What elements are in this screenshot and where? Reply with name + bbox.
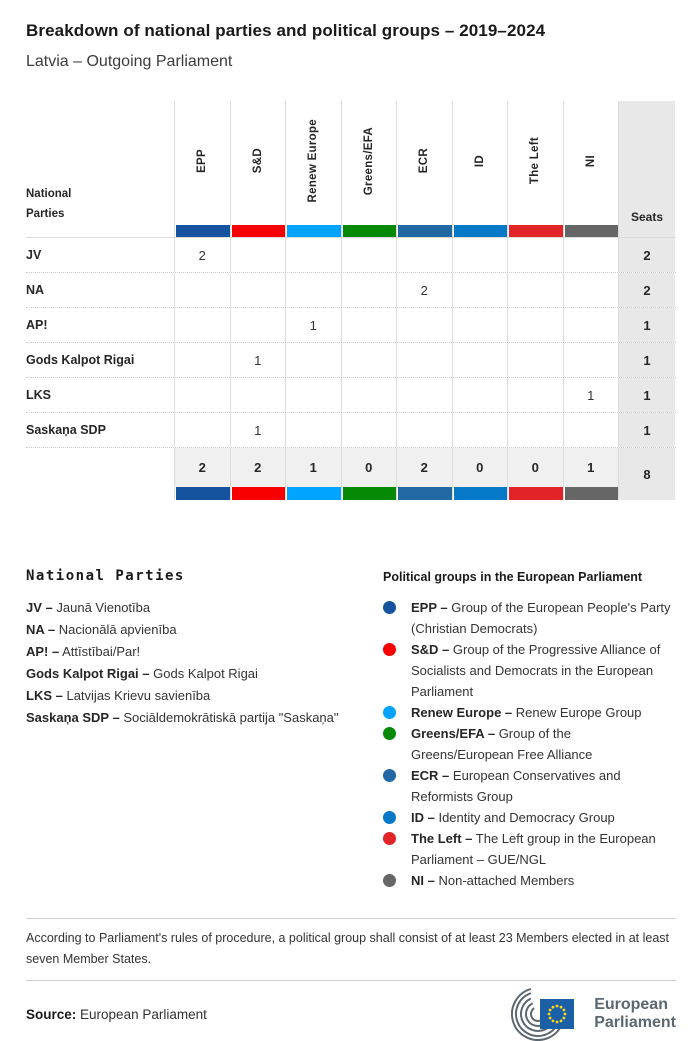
- group-header-id: [452, 101, 508, 237]
- cell-value: [285, 413, 341, 447]
- cell-value: [285, 238, 341, 272]
- cell-value: [285, 273, 341, 307]
- cell-value: [396, 343, 452, 377]
- cell-value: [507, 343, 563, 377]
- table-row: [26, 272, 676, 307]
- group-legend-item: Greens/EFA – Group of the Greens/European Free Alliance: [383, 723, 676, 765]
- group-colorbar-epp: [176, 225, 230, 237]
- legends-section: [26, 568, 676, 891]
- page-subtitle: Latvia – Outgoing Parliament: [26, 53, 233, 70]
- bottom-colorbar-epp: [176, 487, 230, 500]
- total-value-ni: 1: [564, 448, 619, 487]
- seats-value: 1: [618, 308, 675, 342]
- group-colorbar-ni: [565, 225, 619, 237]
- cell-value: [285, 343, 341, 377]
- cell-value: [341, 273, 397, 307]
- cell-value: [452, 343, 508, 377]
- party-name: LKS: [26, 388, 51, 402]
- cell-value: [452, 273, 508, 307]
- cell-value: [174, 343, 230, 377]
- cell-value: [563, 308, 619, 342]
- table-row: [26, 412, 676, 447]
- cell-value: [230, 238, 286, 272]
- seats-column-header: Seats: [618, 101, 675, 237]
- source-value: European Parliament: [80, 1006, 207, 1022]
- corner-label-line2: Parties: [26, 208, 65, 220]
- group-label-id: ID: [473, 154, 486, 168]
- greens-color-dot-icon: [383, 727, 396, 740]
- cell-value: [507, 238, 563, 272]
- group-label-ecr: ECR: [418, 148, 431, 174]
- corner-label: [26, 101, 174, 237]
- table-row: [26, 342, 676, 377]
- seats-value: 1: [618, 343, 675, 377]
- party-legend-item: LKS – Latvijas Krievu savienība: [26, 688, 211, 703]
- party-legend-item: JV – Jaunā Vienotība: [26, 600, 151, 615]
- group-label-renew: Renew Europe: [307, 119, 320, 203]
- theleft-color-dot-icon: [383, 832, 396, 845]
- id-color-dot-icon: [383, 811, 396, 824]
- cell-value: 1: [563, 378, 619, 412]
- footer-divider-bottom: [26, 980, 676, 981]
- party-name: NA: [26, 283, 45, 297]
- source-label: Source:: [26, 1006, 77, 1022]
- cell-value: 2: [174, 238, 230, 272]
- cell-value: 1: [230, 413, 286, 447]
- group-legend-item: ID – Identity and Democracy Group: [383, 807, 676, 828]
- total-value-greens: 0: [342, 448, 397, 487]
- party-legend-item: NA – Nacionālā apvienība: [26, 622, 177, 637]
- cell-value: [341, 343, 397, 377]
- political-groups-heading: Political groups in the European Parliament: [383, 570, 643, 584]
- ep-hemicycle-icon: [496, 987, 588, 1041]
- group-colorbar-ecr: [398, 225, 452, 237]
- party-name: Gods Kalpot Rigai: [26, 353, 135, 367]
- cell-value: [507, 273, 563, 307]
- cell-value: [174, 273, 230, 307]
- cell-value: 1: [230, 343, 286, 377]
- party-name: Saskaņa SDP: [26, 423, 106, 437]
- table-row: [26, 307, 676, 342]
- cell-value: [341, 308, 397, 342]
- cell-value: [174, 308, 230, 342]
- seats-value: 2: [618, 238, 675, 272]
- party-legend-item: AP! – Attīstībai/Par!: [26, 644, 141, 659]
- ep-logo-wordmark: European Parliament: [594, 996, 676, 1031]
- group-colorbar-renew: [287, 225, 341, 237]
- total-value-epp: 2: [175, 448, 230, 487]
- table-row: [26, 377, 676, 412]
- group-colorbar-left: [509, 225, 563, 237]
- source-text: [26, 1007, 207, 1022]
- group-header-sd: [230, 101, 286, 237]
- table-header-row: [26, 101, 676, 237]
- total-value-renew: 1: [286, 448, 341, 487]
- sd-color-dot-icon: [383, 643, 396, 656]
- table-row: [26, 237, 676, 272]
- bottom-colorbar-greens: [343, 487, 397, 500]
- cell-value: [230, 378, 286, 412]
- cell-value: [341, 413, 397, 447]
- cell-value: [230, 273, 286, 307]
- national-parties-legend: [26, 568, 383, 891]
- group-legend-item: ECR – European Conservatives and Reformists Group: [383, 765, 676, 807]
- cell-value: 2: [396, 273, 452, 307]
- seats-value: 1: [618, 378, 675, 412]
- cell-value: [174, 378, 230, 412]
- group-label-greens: Greens/EFA: [362, 126, 375, 196]
- cell-value: [507, 308, 563, 342]
- cell-value: [396, 378, 452, 412]
- group-label-sd: S&D: [251, 148, 264, 174]
- cell-value: [452, 378, 508, 412]
- parliament-table: [26, 101, 676, 500]
- cell-value: [563, 238, 619, 272]
- total-seats-value: 8: [618, 448, 675, 500]
- source-row: [26, 987, 676, 1041]
- footnote-text: According to Parliament's rules of procedure, a political group shall consist of at least 23 Members elected in at least seven Member States.: [26, 931, 669, 966]
- cell-value: [174, 413, 230, 447]
- group-header-ni: [563, 101, 619, 237]
- cell-value: [341, 238, 397, 272]
- group-legend-item: EPP – Group of the European People's Party (Christian Democrats): [383, 597, 676, 639]
- bottom-colorbar-renew: [287, 487, 341, 500]
- total-value-ecr: 2: [397, 448, 452, 487]
- epp-color-dot-icon: [383, 601, 396, 614]
- bottom-colorbar-ecr: [398, 487, 452, 500]
- group-header-epp: [174, 101, 230, 237]
- cell-value: [396, 413, 452, 447]
- ni-color-dot-icon: [383, 874, 396, 887]
- national-parties-heading: National Parties: [26, 568, 185, 584]
- cell-value: [507, 413, 563, 447]
- totals-label-spacer: [26, 448, 174, 500]
- political-groups-legend: [383, 568, 676, 891]
- group-header-renew: [285, 101, 341, 237]
- party-legend-item: Saskaņa SDP – Sociāldemokrātiskā partija "Saskaņa": [26, 710, 339, 725]
- party-name: JV: [26, 248, 42, 262]
- cell-value: [396, 308, 452, 342]
- bottom-colorbar-left: [509, 487, 563, 500]
- group-colorbar-id: [454, 225, 508, 237]
- cell-value: [230, 308, 286, 342]
- cell-value: [452, 413, 508, 447]
- page-title: Breakdown of national parties and political groups – 2019–2024: [26, 21, 546, 40]
- footer-divider-top: [26, 918, 676, 919]
- group-label-ni: NI: [584, 154, 597, 168]
- seats-value: 1: [618, 413, 675, 447]
- group-colorbar-sd: [232, 225, 286, 237]
- cell-value: [396, 238, 452, 272]
- renew-color-dot-icon: [383, 706, 396, 719]
- group-label-left: The Left: [529, 137, 542, 185]
- group-legend-item: NI – Non-attached Members: [383, 870, 676, 891]
- cell-value: [452, 308, 508, 342]
- cell-value: [563, 413, 619, 447]
- totals-row: [26, 447, 676, 500]
- bottom-colorbar-ni: [565, 487, 619, 500]
- total-value-left: 0: [508, 448, 563, 487]
- group-header-ecr: [396, 101, 452, 237]
- seats-value: 2: [618, 273, 675, 307]
- bottom-colorbar-sd: [232, 487, 286, 500]
- group-header-greens: [341, 101, 397, 237]
- ecr-color-dot-icon: [383, 769, 396, 782]
- total-value-id: 0: [453, 448, 508, 487]
- group-legend-item: S&D – Group of the Progressive Alliance of Socialists and Democrats in the European Parliament: [383, 639, 676, 702]
- group-colorbar-greens: [343, 225, 397, 237]
- cell-value: [285, 378, 341, 412]
- cell-value: 1: [285, 308, 341, 342]
- bottom-colorbar-id: [454, 487, 508, 500]
- corner-label-line1: National: [26, 188, 72, 200]
- european-parliament-logo: [496, 987, 676, 1041]
- cell-value: [563, 273, 619, 307]
- party-name: AP!: [26, 318, 48, 332]
- cell-value: [507, 378, 563, 412]
- group-legend-item: Renew Europe – Renew Europe Group: [383, 702, 676, 723]
- cell-value: [341, 378, 397, 412]
- total-value-sd: 2: [231, 448, 286, 487]
- cell-value: [563, 343, 619, 377]
- party-legend-item: Gods Kalpot Rigai – Gods Kalpot Rigai: [26, 666, 258, 681]
- group-legend-item: The Left – The Left group in the European Parliament – GUE/NGL: [383, 828, 676, 870]
- group-label-epp: EPP: [196, 149, 209, 173]
- cell-value: [452, 238, 508, 272]
- group-header-left: [507, 101, 563, 237]
